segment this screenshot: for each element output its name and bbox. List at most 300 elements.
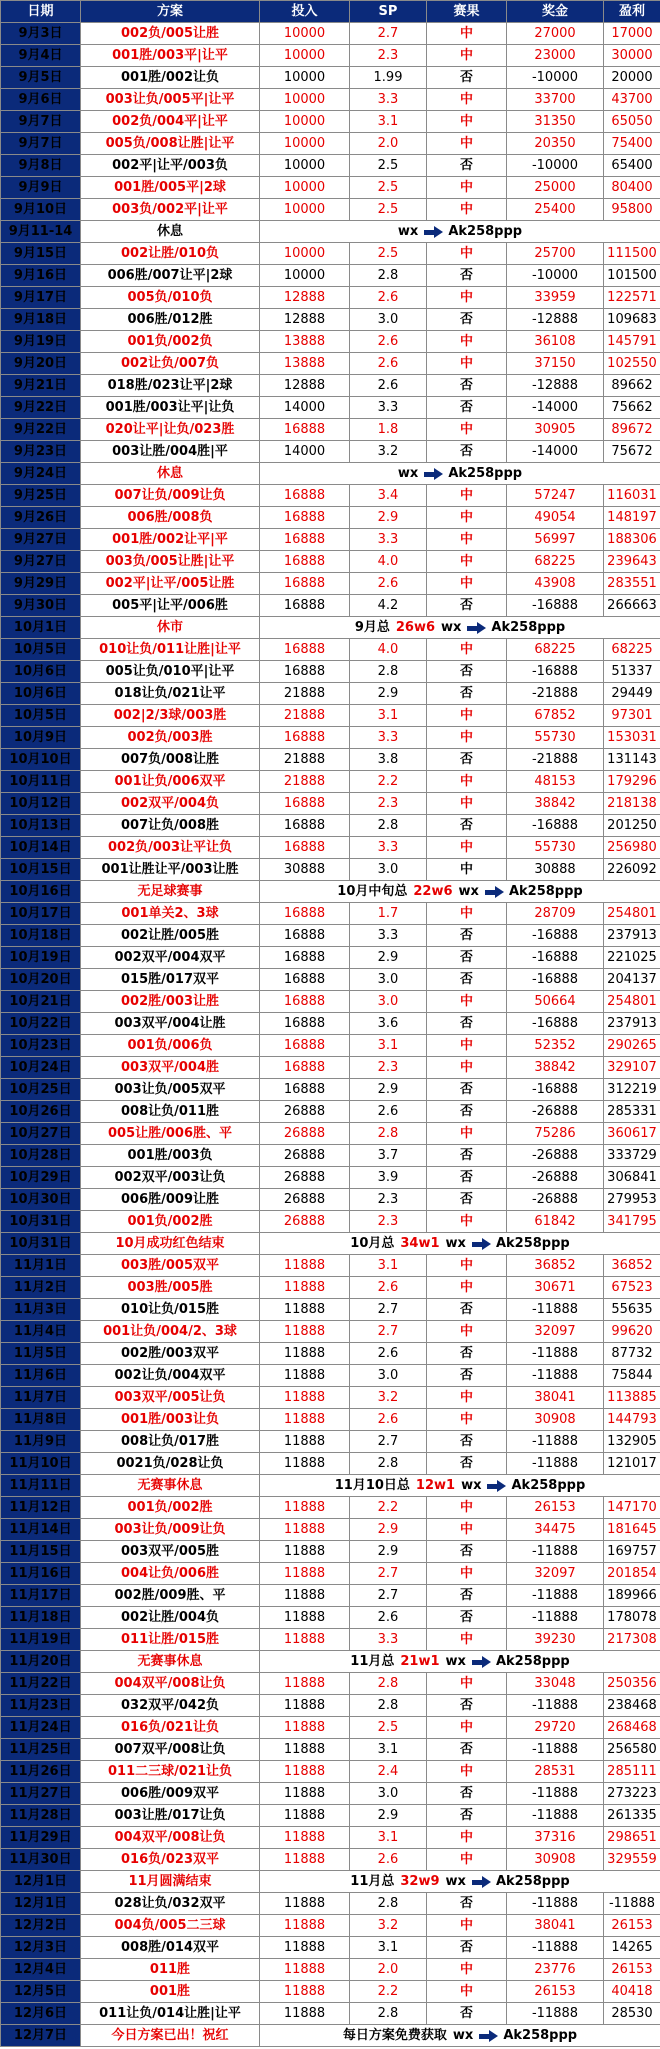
row-investment: 11888 bbox=[260, 1255, 350, 1277]
table-row bbox=[1, 1563, 660, 1585]
row-investment: 16888 bbox=[260, 1035, 350, 1057]
period-total-label: 11月总 bbox=[350, 1653, 395, 1669]
row-result: 中 bbox=[427, 573, 507, 595]
row-date: 10月22日 bbox=[1, 1013, 81, 1035]
row-plan: 005让胜/006胜、平 bbox=[81, 1123, 260, 1145]
row-plan: 011让负/014让胜|让平 bbox=[81, 2003, 260, 2025]
row-date: 12月5日 bbox=[1, 1981, 81, 2003]
table-row bbox=[1, 1717, 660, 1739]
row-sp: 2.9 bbox=[350, 507, 427, 529]
table-row bbox=[1, 1321, 660, 1343]
row-investment: 11888 bbox=[260, 1497, 350, 1519]
row-result: 中 bbox=[427, 793, 507, 815]
row-plan: 002让负/004双平 bbox=[81, 1365, 260, 1387]
row-investment: 11888 bbox=[260, 1365, 350, 1387]
row-sp: 3.1 bbox=[350, 1937, 427, 1959]
table-row bbox=[1, 1783, 660, 1805]
row-prize: 30908 bbox=[507, 1409, 604, 1431]
table-row bbox=[1, 265, 660, 287]
row-investment: 26888 bbox=[260, 1101, 350, 1123]
row-prize: -16888 bbox=[507, 1079, 604, 1101]
row-investment: 14000 bbox=[260, 441, 350, 463]
row-result: 否 bbox=[427, 67, 507, 89]
table-row bbox=[1, 727, 660, 749]
row-date: 9月27日 bbox=[1, 551, 81, 573]
row-date: 9月27日 bbox=[1, 529, 81, 551]
row-profit: 256580 bbox=[604, 1739, 660, 1761]
row-investment: 12888 bbox=[260, 375, 350, 397]
wechat-id: Ak258ppp bbox=[495, 1873, 570, 1889]
row-sp: 2.6 bbox=[350, 287, 427, 309]
row-date: 12月6日 bbox=[1, 2003, 81, 2025]
row-date: 9月19日 bbox=[1, 331, 81, 353]
table-row bbox=[1, 1541, 660, 1563]
row-prize: 38842 bbox=[507, 793, 604, 815]
row-prize: 55730 bbox=[507, 727, 604, 749]
row-profit: 95800 bbox=[604, 199, 660, 221]
row-plan: 0021负/028让负 bbox=[81, 1453, 260, 1475]
row-sp: 2.6 bbox=[350, 1343, 427, 1365]
row-date: 10月30日 bbox=[1, 1189, 81, 1211]
table-row bbox=[1, 1915, 660, 1937]
table-row bbox=[1, 551, 660, 573]
row-sp: 3.0 bbox=[350, 859, 427, 881]
table-row bbox=[1, 1937, 660, 1959]
row-investment: 21888 bbox=[260, 749, 350, 771]
row-profit: 254801 bbox=[604, 991, 660, 1013]
row-date: 11月16日 bbox=[1, 1563, 81, 1585]
row-result: 否 bbox=[427, 1783, 507, 1805]
row-investment: 13888 bbox=[260, 331, 350, 353]
row-plan: 007让负/009让负 bbox=[81, 485, 260, 507]
row-sp: 2.3 bbox=[350, 1211, 427, 1233]
row-investment: 10000 bbox=[260, 45, 350, 67]
row-prize: 30671 bbox=[507, 1277, 604, 1299]
row-prize: 36852 bbox=[507, 1255, 604, 1277]
row-investment: 11888 bbox=[260, 1343, 350, 1365]
row-prize: -26888 bbox=[507, 1145, 604, 1167]
row-prize: -11888 bbox=[507, 1365, 604, 1387]
row-plan: 004负/005二三球 bbox=[81, 1915, 260, 1937]
row-sp: 2.5 bbox=[350, 177, 427, 199]
row-date: 11月9日 bbox=[1, 1431, 81, 1453]
row-sp: 3.3 bbox=[350, 89, 427, 111]
row-date: 11月8日 bbox=[1, 1409, 81, 1431]
row-profit: 132905 bbox=[604, 1431, 660, 1453]
row-date: 11月29日 bbox=[1, 1827, 81, 1849]
row-date: 10月5日 bbox=[1, 639, 81, 661]
row-prize: -21888 bbox=[507, 683, 604, 705]
row-prize: 30908 bbox=[507, 1849, 604, 1871]
contact-banner bbox=[260, 1475, 660, 1497]
row-result: 中 bbox=[427, 903, 507, 925]
table-row bbox=[1, 199, 660, 221]
row-sp: 2.6 bbox=[350, 1607, 427, 1629]
row-investment: 11888 bbox=[260, 1783, 350, 1805]
row-date: 12月1日 bbox=[1, 1893, 81, 1915]
row-plan: 001让负/004/2、3球 bbox=[81, 1321, 260, 1343]
table-row bbox=[1, 1167, 660, 1189]
row-result: 否 bbox=[427, 925, 507, 947]
row-investment: 16888 bbox=[260, 1079, 350, 1101]
row-investment: 16888 bbox=[260, 529, 350, 551]
row-plan: 002负/003胜 bbox=[81, 727, 260, 749]
row-profit: 111500 bbox=[604, 243, 660, 265]
row-date: 9月26日 bbox=[1, 507, 81, 529]
row-date: 9月21日 bbox=[1, 375, 81, 397]
row-date: 11月26日 bbox=[1, 1761, 81, 1783]
row-profit: 99620 bbox=[604, 1321, 660, 1343]
row-plan: 003让胜/004胜|平 bbox=[81, 441, 260, 463]
table-row bbox=[1, 1673, 660, 1695]
row-sp: 2.8 bbox=[350, 1893, 427, 1915]
row-note-title: 今日方案已出！祝红 bbox=[81, 2025, 260, 2047]
row-prize: 39230 bbox=[507, 1629, 604, 1651]
row-prize: 56997 bbox=[507, 529, 604, 551]
row-profit: 116031 bbox=[604, 485, 660, 507]
row-plan: 001胜/003平|让平 bbox=[81, 45, 260, 67]
row-plan: 001胜/002让负 bbox=[81, 67, 260, 89]
table-row bbox=[1, 1079, 660, 1101]
row-date: 10月19日 bbox=[1, 947, 81, 969]
row-sp: 3.0 bbox=[350, 1365, 427, 1387]
row-prize: 31350 bbox=[507, 111, 604, 133]
row-date: 12月2日 bbox=[1, 1915, 81, 1937]
row-date: 9月20日 bbox=[1, 353, 81, 375]
row-sp: 1.99 bbox=[350, 67, 427, 89]
row-result: 中 bbox=[427, 1959, 507, 1981]
row-sp: 2.3 bbox=[350, 45, 427, 67]
row-plan: 003让负/005双平 bbox=[81, 1079, 260, 1101]
table-row bbox=[1, 1849, 660, 1871]
row-date: 11月19日 bbox=[1, 1629, 81, 1651]
row-plan: 008让负/011胜 bbox=[81, 1101, 260, 1123]
row-note-title: 无赛事休息 bbox=[81, 1651, 260, 1673]
row-result: 否 bbox=[427, 1365, 507, 1387]
row-date: 11月28日 bbox=[1, 1805, 81, 1827]
row-investment: 12888 bbox=[260, 287, 350, 309]
row-investment: 10000 bbox=[260, 155, 350, 177]
table-row bbox=[1, 859, 660, 881]
row-result: 中 bbox=[427, 771, 507, 793]
row-result: 中 bbox=[427, 837, 507, 859]
row-profit: 75672 bbox=[604, 441, 660, 463]
row-date: 11月2日 bbox=[1, 1277, 81, 1299]
row-profit: 26153 bbox=[604, 1959, 660, 1981]
table-row bbox=[1, 1805, 660, 1827]
row-date: 10月9日 bbox=[1, 727, 81, 749]
table-row bbox=[1, 1585, 660, 1607]
wechat-label: wx bbox=[397, 223, 419, 239]
row-profit: 239643 bbox=[604, 551, 660, 573]
row-result: 中 bbox=[427, 1123, 507, 1145]
row-prize: 28531 bbox=[507, 1761, 604, 1783]
row-sp: 3.6 bbox=[350, 1013, 427, 1035]
row-date: 11月6日 bbox=[1, 1365, 81, 1387]
row-date: 10月15日 bbox=[1, 859, 81, 881]
row-date: 11月7日 bbox=[1, 1387, 81, 1409]
table-row bbox=[1, 771, 660, 793]
row-profit: 89672 bbox=[604, 419, 660, 441]
row-plan: 002|2/3球/003胜 bbox=[81, 705, 260, 727]
row-date: 11月24日 bbox=[1, 1717, 81, 1739]
wechat-label: wx bbox=[397, 465, 419, 481]
row-investment: 10000 bbox=[260, 67, 350, 89]
row-profit: 87732 bbox=[604, 1343, 660, 1365]
row-profit: 101500 bbox=[604, 265, 660, 287]
row-plan: 006胜/012胜 bbox=[81, 309, 260, 331]
row-sp: 3.1 bbox=[350, 705, 427, 727]
row-sp: 3.0 bbox=[350, 1783, 427, 1805]
row-prize: 25400 bbox=[507, 199, 604, 221]
row-date: 12月3日 bbox=[1, 1937, 81, 1959]
row-date: 10月1日 bbox=[1, 617, 81, 639]
row-sp: 2.2 bbox=[350, 1497, 427, 1519]
row-result: 否 bbox=[427, 1937, 507, 1959]
row-sp: 3.2 bbox=[350, 441, 427, 463]
row-plan: 005负/008让胜|让平 bbox=[81, 133, 260, 155]
row-sp: 2.9 bbox=[350, 1079, 427, 1101]
row-result: 否 bbox=[427, 375, 507, 397]
row-result: 中 bbox=[427, 639, 507, 661]
row-prize: 67852 bbox=[507, 705, 604, 727]
row-plan: 003胜/005胜 bbox=[81, 1277, 260, 1299]
row-sp: 2.7 bbox=[350, 1321, 427, 1343]
row-profit: 329107 bbox=[604, 1057, 660, 1079]
row-investment: 26888 bbox=[260, 1167, 350, 1189]
row-investment: 16888 bbox=[260, 969, 350, 991]
row-result: 中 bbox=[427, 1761, 507, 1783]
row-plan: 003让负/009让负 bbox=[81, 1519, 260, 1541]
row-investment: 11888 bbox=[260, 1453, 350, 1475]
row-investment: 11888 bbox=[260, 1695, 350, 1717]
row-date: 9月11-14 bbox=[1, 221, 81, 243]
row-plan: 004让负/006胜 bbox=[81, 1563, 260, 1585]
contact-banner bbox=[260, 2025, 660, 2047]
row-profit: 178078 bbox=[604, 1607, 660, 1629]
row-investment: 16888 bbox=[260, 925, 350, 947]
table-row bbox=[1, 1695, 660, 1717]
row-investment: 11888 bbox=[260, 1805, 350, 1827]
row-result: 否 bbox=[427, 661, 507, 683]
row-profit: 279953 bbox=[604, 1189, 660, 1211]
table-row bbox=[1, 925, 660, 947]
row-prize: 37150 bbox=[507, 353, 604, 375]
table-row bbox=[1, 1035, 660, 1057]
arrow-right-icon bbox=[472, 1656, 490, 1668]
row-investment: 11888 bbox=[260, 1915, 350, 1937]
row-date: 10月21日 bbox=[1, 991, 81, 1013]
row-investment: 26888 bbox=[260, 1211, 350, 1233]
row-sp: 3.2 bbox=[350, 1387, 427, 1409]
row-sp: 2.8 bbox=[350, 2003, 427, 2025]
row-plan: 003双平/005让负 bbox=[81, 1387, 260, 1409]
row-result: 中 bbox=[427, 1673, 507, 1695]
row-profit: 261335 bbox=[604, 1805, 660, 1827]
row-result: 中 bbox=[427, 1915, 507, 1937]
row-profit: 145791 bbox=[604, 331, 660, 353]
row-result: 中 bbox=[427, 287, 507, 309]
row-result: 中 bbox=[427, 419, 507, 441]
row-sp: 2.8 bbox=[350, 815, 427, 837]
row-profit: 67523 bbox=[604, 1277, 660, 1299]
row-plan: 011让胜/015胜 bbox=[81, 1629, 260, 1651]
header-row bbox=[1, 1, 660, 23]
row-date: 11月5日 bbox=[1, 1343, 81, 1365]
table-row bbox=[1, 903, 660, 925]
row-plan: 003负/005让胜|让平 bbox=[81, 551, 260, 573]
table-row bbox=[1, 837, 660, 859]
row-profit: 217308 bbox=[604, 1629, 660, 1651]
row-plan: 003让胜/017让负 bbox=[81, 1805, 260, 1827]
row-plan: 001单关2、3球 bbox=[81, 903, 260, 925]
row-sp: 3.0 bbox=[350, 309, 427, 331]
row-profit: -11888 bbox=[604, 1893, 660, 1915]
row-date: 12月4日 bbox=[1, 1959, 81, 1981]
row-plan: 003负/002平|让平 bbox=[81, 199, 260, 221]
arrow-right-icon bbox=[467, 622, 485, 634]
period-total-label: 10月中旬总 bbox=[337, 883, 408, 899]
row-investment: 21888 bbox=[260, 683, 350, 705]
row-profit: 102550 bbox=[604, 353, 660, 375]
row-result: 中 bbox=[427, 1321, 507, 1343]
row-plan: 001胜/003让负 bbox=[81, 1409, 260, 1431]
row-date: 9月22日 bbox=[1, 419, 81, 441]
row-prize: -11888 bbox=[507, 1783, 604, 1805]
row-result: 否 bbox=[427, 1431, 507, 1453]
row-investment: 11888 bbox=[260, 1849, 350, 1871]
row-result: 否 bbox=[427, 309, 507, 331]
row-sp: 2.7 bbox=[350, 1563, 427, 1585]
row-prize: 30888 bbox=[507, 859, 604, 881]
row-sp: 4.0 bbox=[350, 551, 427, 573]
row-result: 否 bbox=[427, 441, 507, 463]
row-sp: 3.3 bbox=[350, 1629, 427, 1651]
wechat-label: wx bbox=[461, 1477, 482, 1493]
table-row bbox=[1, 1497, 660, 1519]
table-row bbox=[1, 309, 660, 331]
row-investment: 16888 bbox=[260, 485, 350, 507]
row-investment: 12888 bbox=[260, 309, 350, 331]
row-prize: -26888 bbox=[507, 1167, 604, 1189]
row-result: 否 bbox=[427, 1607, 507, 1629]
row-date: 10月11日 bbox=[1, 771, 81, 793]
row-plan: 002让胜/005胜 bbox=[81, 925, 260, 947]
row-result: 中 bbox=[427, 1035, 507, 1057]
header-sp: SP bbox=[350, 1, 427, 23]
row-plan: 002胜/003双平 bbox=[81, 1343, 260, 1365]
row-date: 10月26日 bbox=[1, 1101, 81, 1123]
row-profit: 312219 bbox=[604, 1079, 660, 1101]
row-prize: -11888 bbox=[507, 1805, 604, 1827]
row-prize: 68225 bbox=[507, 639, 604, 661]
row-plan: 006胜/009让胜 bbox=[81, 1189, 260, 1211]
row-profit: 80400 bbox=[604, 177, 660, 199]
row-prize: 37316 bbox=[507, 1827, 604, 1849]
row-prize: 32097 bbox=[507, 1563, 604, 1585]
wechat-label: wx bbox=[458, 883, 479, 899]
table-row bbox=[1, 243, 660, 265]
row-date: 9月8日 bbox=[1, 155, 81, 177]
row-result: 否 bbox=[427, 815, 507, 837]
row-plan: 005负/010负 bbox=[81, 287, 260, 309]
table-row bbox=[1, 1343, 660, 1365]
row-investment: 11888 bbox=[260, 1959, 350, 1981]
row-sp: 2.6 bbox=[350, 1409, 427, 1431]
row-plan: 015胜/017双平 bbox=[81, 969, 260, 991]
arrow-right-icon bbox=[424, 468, 442, 480]
row-profit: 189966 bbox=[604, 1585, 660, 1607]
summary-row bbox=[1, 2025, 660, 2047]
row-prize: 33700 bbox=[507, 89, 604, 111]
table-row bbox=[1, 969, 660, 991]
row-investment: 13888 bbox=[260, 353, 350, 375]
row-date: 12月1日 bbox=[1, 1871, 81, 1893]
row-profit: 29449 bbox=[604, 683, 660, 705]
table-row bbox=[1, 441, 660, 463]
table-row bbox=[1, 1255, 660, 1277]
period-total-label: 每日方案免费获取 bbox=[342, 2027, 447, 2043]
row-investment: 16888 bbox=[260, 507, 350, 529]
wechat-label: wx bbox=[441, 619, 462, 635]
row-profit: 181645 bbox=[604, 1519, 660, 1541]
row-date: 10月31日 bbox=[1, 1211, 81, 1233]
header-result: 赛果 bbox=[427, 1, 507, 23]
row-prize: 33048 bbox=[507, 1673, 604, 1695]
row-investment: 10000 bbox=[260, 177, 350, 199]
row-sp: 2.5 bbox=[350, 1717, 427, 1739]
row-prize: -11888 bbox=[507, 1937, 604, 1959]
table-row bbox=[1, 1409, 660, 1431]
row-plan: 007双平/008让负 bbox=[81, 1739, 260, 1761]
row-result: 否 bbox=[427, 749, 507, 771]
row-prize: 20350 bbox=[507, 133, 604, 155]
row-result: 中 bbox=[427, 23, 507, 45]
row-sp: 3.1 bbox=[350, 111, 427, 133]
row-investment: 11888 bbox=[260, 1387, 350, 1409]
row-profit: 285331 bbox=[604, 1101, 660, 1123]
row-note-title: 10月成功红色结束 bbox=[81, 1233, 260, 1255]
row-result: 否 bbox=[427, 1079, 507, 1101]
summary-row bbox=[1, 1871, 660, 1893]
row-result: 中 bbox=[427, 507, 507, 529]
row-result: 否 bbox=[427, 1453, 507, 1475]
row-date: 11月1日 bbox=[1, 1255, 81, 1277]
row-date: 10月10日 bbox=[1, 749, 81, 771]
row-profit: 250356 bbox=[604, 1673, 660, 1695]
row-plan: 002负/005让胜 bbox=[81, 23, 260, 45]
row-date: 9月5日 bbox=[1, 67, 81, 89]
row-date: 9月17日 bbox=[1, 287, 81, 309]
row-sp: 3.7 bbox=[350, 1145, 427, 1167]
row-investment: 11888 bbox=[260, 2003, 350, 2025]
table-row bbox=[1, 595, 660, 617]
row-investment: 16888 bbox=[260, 595, 350, 617]
arrow-right-icon bbox=[424, 226, 442, 238]
row-prize: -11888 bbox=[507, 1431, 604, 1453]
row-sp: 2.5 bbox=[350, 243, 427, 265]
row-prize: -12888 bbox=[507, 375, 604, 397]
row-result: 否 bbox=[427, 595, 507, 617]
row-profit: 169757 bbox=[604, 1541, 660, 1563]
row-date: 9月25日 bbox=[1, 485, 81, 507]
arrow-right-icon bbox=[472, 1876, 490, 1888]
period-total-label: 11月10日总 bbox=[334, 1477, 410, 1493]
row-prize: 33959 bbox=[507, 287, 604, 309]
row-result: 否 bbox=[427, 1585, 507, 1607]
wechat-id: Ak258ppp bbox=[495, 1235, 570, 1251]
row-result: 否 bbox=[427, 1893, 507, 1915]
